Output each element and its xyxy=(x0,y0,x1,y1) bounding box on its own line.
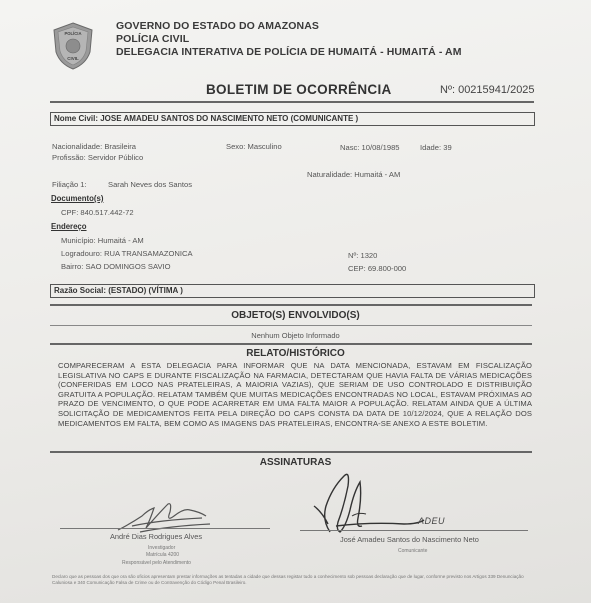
razao-social-box: Razão Social: (ESTADO) (VÍTIMA ) xyxy=(50,284,535,298)
title-rule xyxy=(50,101,534,103)
right-handwritten-text: ADEU xyxy=(418,516,446,526)
objetos-rule xyxy=(50,304,532,306)
seal-bottom-text: CIVIL xyxy=(67,56,79,61)
idade: Idade: 39 xyxy=(420,143,452,152)
assinaturas-heading: ASSINATURAS xyxy=(259,457,332,468)
filiacao-label: Filiação 1: xyxy=(52,180,87,189)
left-signer-role: Investigador xyxy=(148,545,176,551)
nacionalidade: Nacionalidade: Brasileira xyxy=(52,142,136,151)
seal-top-text: POLÍCIA xyxy=(64,31,82,36)
documento-heading: Documento(s) xyxy=(51,194,104,203)
filiacao-value: Sarah Neves dos Santos xyxy=(108,180,193,189)
header-police: POLÍCIA CIVIL xyxy=(116,33,190,45)
endereco-heading: Endereço xyxy=(51,222,87,231)
right-signer-name: José Amadeu Santos do Nascimento Neto xyxy=(340,535,479,544)
bairro: Bairro: SAO DOMINGOS SAVIO xyxy=(61,262,171,271)
assinaturas-rule xyxy=(50,451,532,453)
person-name-box: Nome Civil: JOSE AMADEU SANTOS DO NASCIMENTO NETO (COMUNICANTE ) xyxy=(50,112,535,126)
legal-footer: Declaro que as pessoas dos que ora são oficios apresentam prestar informações as tentadas a cidade que dessas registar tudo a conhecimento sob pessoas declaração que de lugar, conforme previsto nos Artigos 339 Denunciação Caluniosa e 340 Comunicação Falsa de Crime ou de Contravenção do Código Penal Brasileiro. xyxy=(52,574,524,585)
left-signer-name: André Dias Rodrigues Alves xyxy=(110,532,203,541)
left-signature-line xyxy=(60,528,270,529)
relato-rule xyxy=(50,343,532,345)
left-signer-matricula: Matrícula 4200 xyxy=(146,552,180,558)
right-signature-line xyxy=(300,530,528,531)
cpf: CPF: 840.517.442-72 xyxy=(61,208,134,217)
relato-heading: RELATO/HISTÓRICO xyxy=(246,348,345,359)
objetos-thin-rule xyxy=(50,325,532,326)
left-signature xyxy=(110,490,220,538)
right-signer-role: Comunicante xyxy=(398,548,428,554)
objetos-heading: OBJETO(S) ENVOLVIDO(S) xyxy=(231,310,360,321)
police-badge-icon xyxy=(52,22,94,70)
nascimento: Nasc: 10/08/1985 xyxy=(340,143,400,152)
header-government: GOVERNO DO ESTADO DO AMAZONAS xyxy=(116,20,319,32)
cep: CEP: 69.800-000 xyxy=(348,264,407,273)
relato-text: COMPARECERAM A ESTA DELEGACIA PARA INFORMAR QUE NA DATA MENCIONADA, ESTAVAM EM FISCALIZAÇÃO LEGISLATIVA NO CAPS E DURANTE FISCALIZAÇÃO NA FARMACIA, DETECTARAM QUE HAVIA FALTA DE VÁRIAS MEDICAÇÕES (CONFERIDAS EM LOCO NAS PRATELEIRAS, A MAIORIA VAZIAS), QUE SERIAM DE USO CONTROLADO E DISTRIBUIÇÃO GRATUITA A POPULAÇÃO. RELATAM TAMBÉM QUE MUITAS MEDICAÇÕES ENCONTRADAS NO LOCAL, ESTAVAM PRÓXIMAS AO PRAZO DE VENCIMENTO, O QUE PODE ACARRETAR EM UMA FALTA MAIOR A POPULAÇÃO. RELATAM AINDA QUE A ÚLTIMA SOLICITAÇÃO DE MEDICAMENTOS FEITA PELA DIREÇÃO DO CAPS CONSTA DA DATA DE 10/12/2024, QUE A RELAÇÃO DOS MEDICAMENTOS EM FALTA, BEM COMO AS IMAGENS DAS PRATELEIRAS, ENCONTRA-SE ANEXO A ESTE BOLETIM. xyxy=(58,361,532,428)
document-number: Nº: 00215941/2025 xyxy=(440,84,535,96)
objetos-value: Nenhum Objeto Informado xyxy=(251,331,340,340)
profissao: Profissão: Servidor Público xyxy=(52,153,144,162)
numero: Nº: 1320 xyxy=(348,251,378,260)
sexo: Sexo: Masculino xyxy=(226,142,282,151)
document-title: BOLETIM DE OCORRÊNCIA xyxy=(206,82,392,97)
logradouro: Logradouro: RUA TRANSAMAZONICA xyxy=(61,249,193,258)
header-delegacia: DELEGACIA INTERATIVA DE POLÍCIA DE HUMAITÁ - HUMAITÁ - AM xyxy=(116,46,462,58)
municipio: Município: Humaitá - AM xyxy=(61,236,144,245)
naturalidade: Naturalidade: Humaitá - AM xyxy=(307,170,401,179)
left-signer-resp: Responsável pelo Atendimento xyxy=(122,560,191,566)
